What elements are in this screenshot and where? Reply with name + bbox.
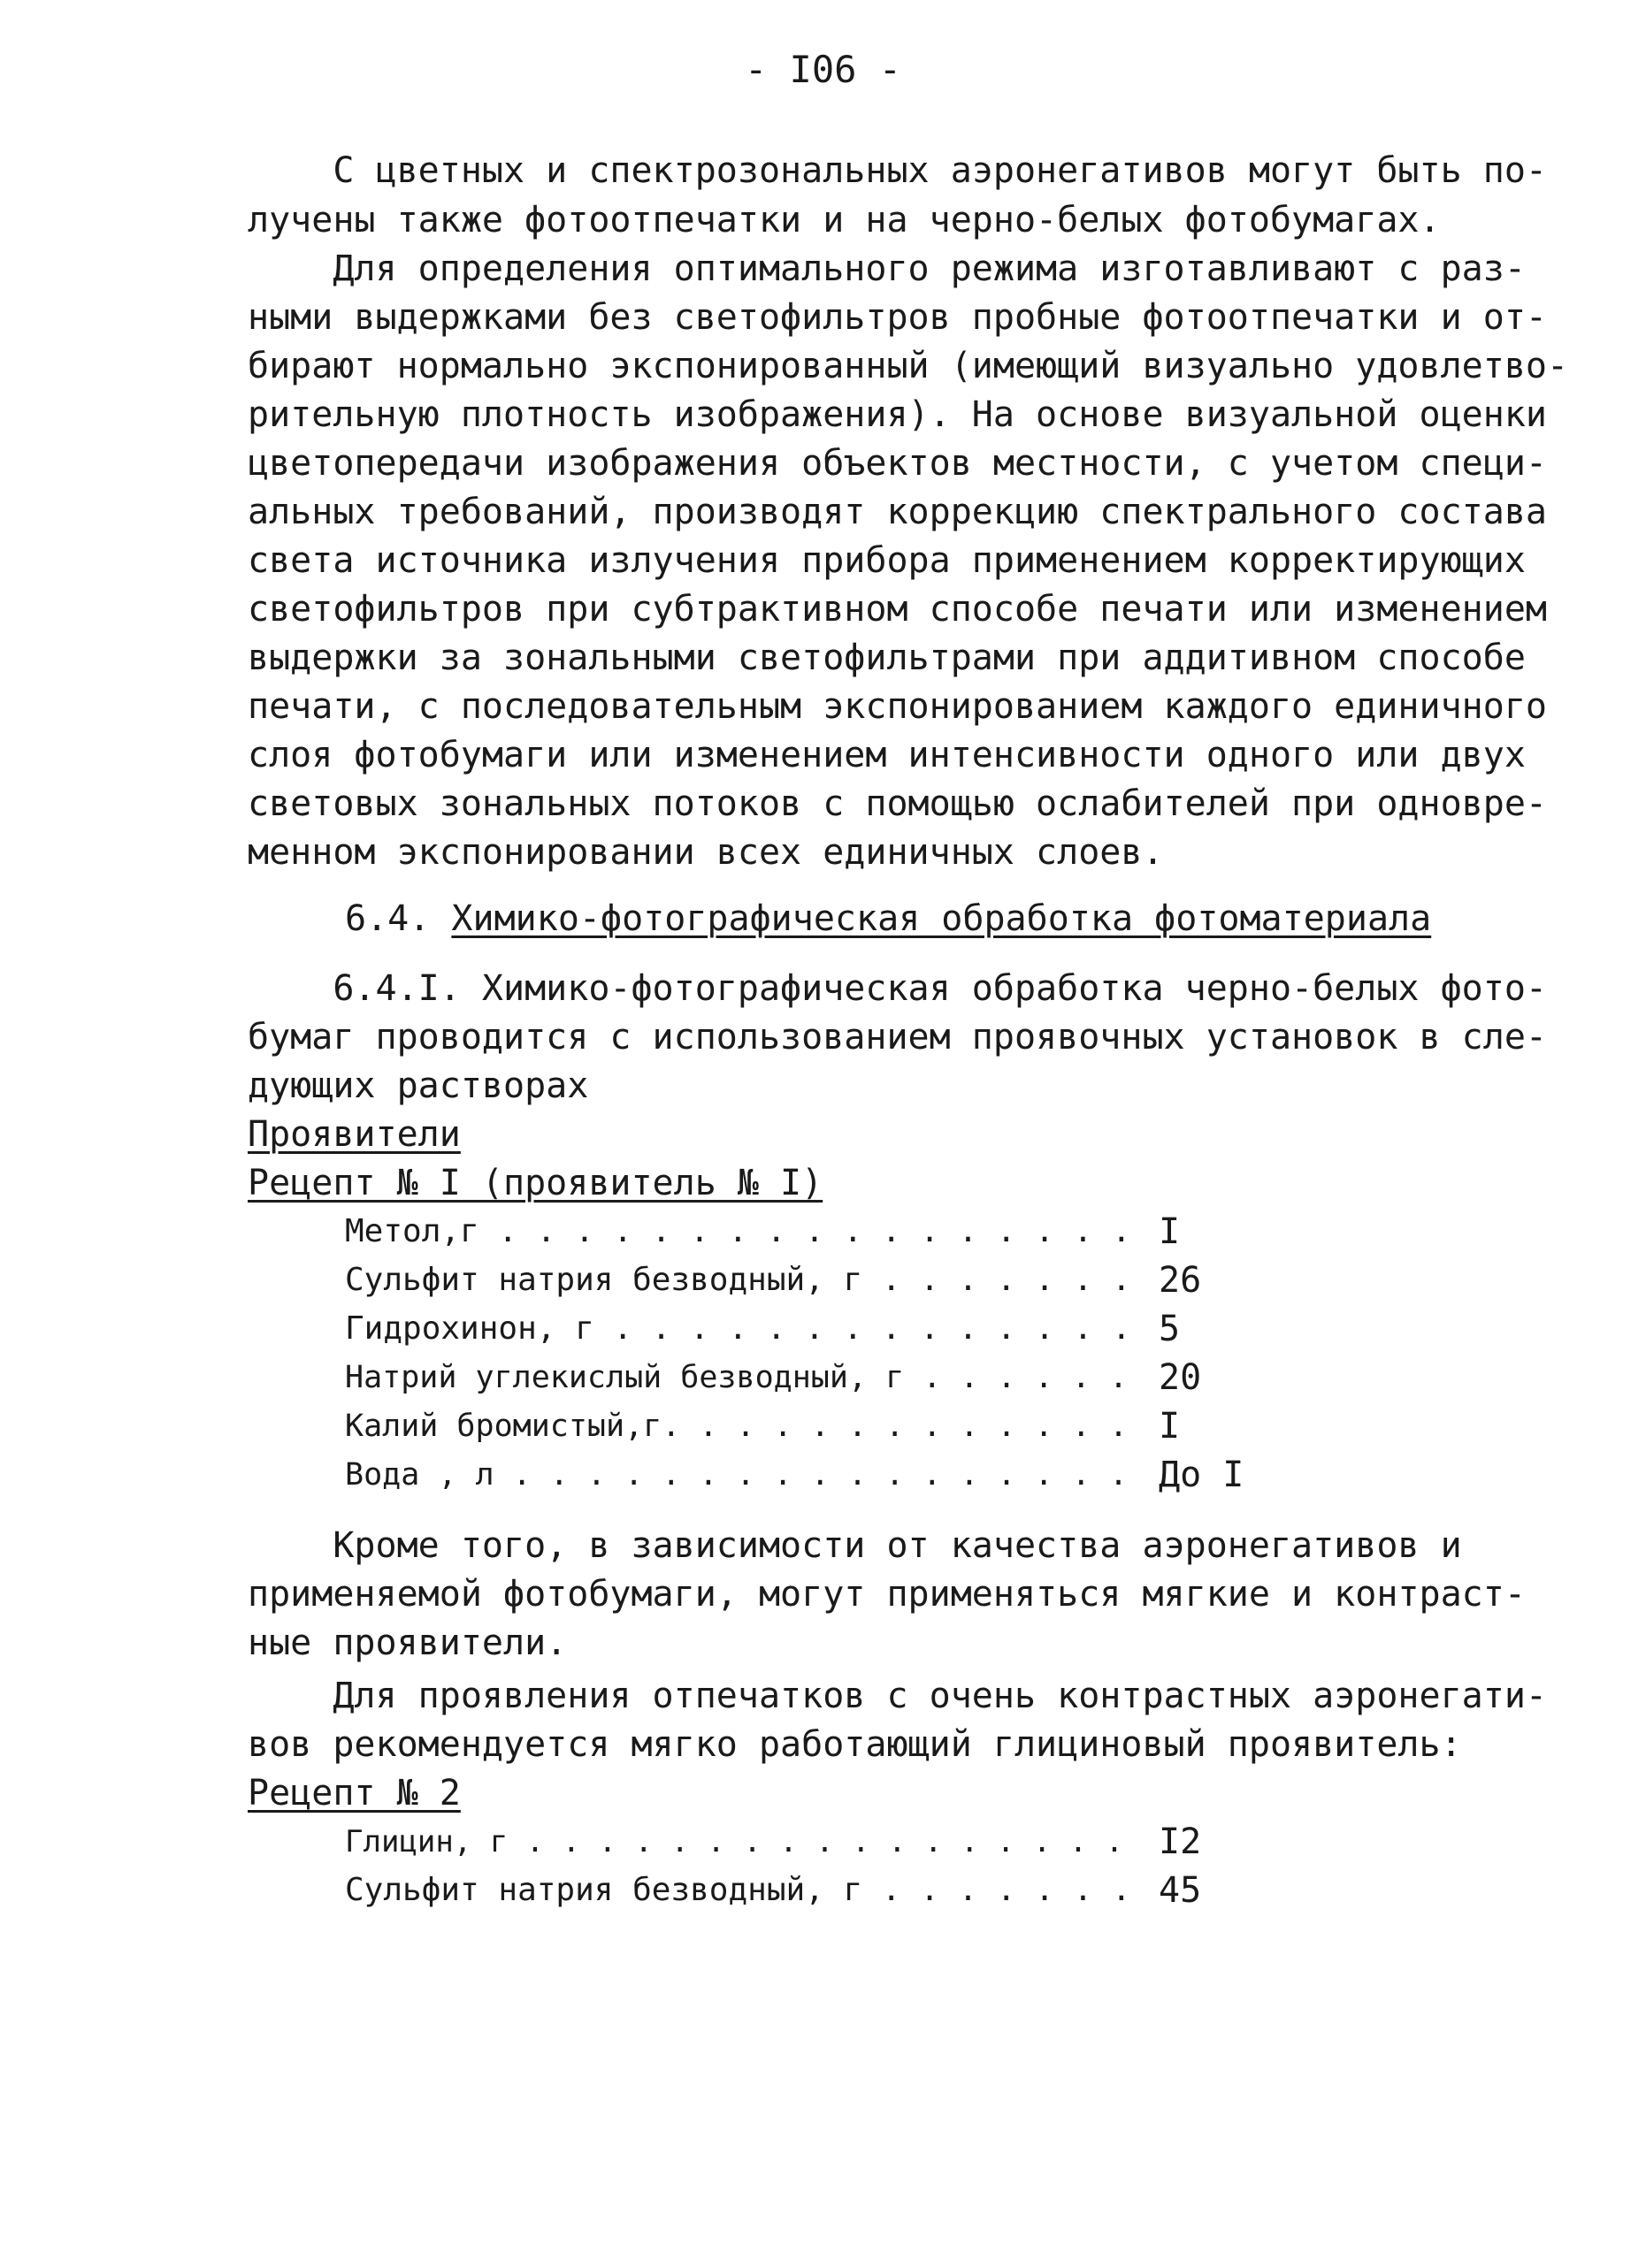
recipe-2-title: Рецепт № 2 [248, 1773, 461, 1814]
developers-heading: Проявители [248, 1114, 461, 1155]
ingredient-amount: I [1159, 1211, 1181, 1252]
paragraph-2-line-3: бирают нормально экспонированный (имеющий визуально удовлетво- [248, 346, 1569, 386]
paragraph-3-line-2: бумаг проводится с использованием проявочных установок в сле- [248, 1017, 1548, 1058]
paragraph-2-line-9: выдержки за зональными светофильтрами при аддитивном способе [248, 638, 1526, 678]
paragraph-3-line-3: дующих растворах [248, 1065, 589, 1106]
ingredient-name: Калий бромистый,г. . . . . . . . . . . . . [345, 1409, 1129, 1444]
ingredient-name: Метол,г . . . . . . . . . . . . . . . . . [345, 1213, 1131, 1249]
ingredient-amount: 26 [1159, 1260, 1202, 1301]
paragraph-5-line-2: вов рекомендуется мягко работающий глициновый проявитель: [248, 1724, 1462, 1765]
page-number: - I06 - [744, 48, 901, 91]
ingredient-amount: 5 [1159, 1309, 1181, 1349]
ingredient-name: Натрий углекислый безводный, г . . . . . . [345, 1360, 1129, 1395]
ingredient-name: Гидрохинон, г . . . . . . . . . . . . . . [345, 1310, 1131, 1347]
recipe-1-title: Рецепт № I (проявитель № I) [248, 1163, 823, 1203]
paragraph-5-line-1: Для проявления отпечатков с очень контрастных аэронегати- [248, 1676, 1548, 1716]
paragraph-4-line-2: применяемой фотобумаги, могут применяться мягкие и контраст- [248, 1574, 1526, 1615]
paragraph-2-line-1: Для определения оптимального режима изготавливают с раз- [248, 248, 1526, 289]
paragraph-1-line-1: С цветных и спектрозональных аэронегативов могут быть по- [248, 150, 1548, 191]
paragraph-2-line-4: рительную плотность изображения). На основе визуальной оценки [248, 394, 1548, 435]
section-title: Химико-фотографическая обработка фотоматериала [451, 898, 1432, 939]
paragraph-3-line-1: 6.4.I. Химико-фотографическая обработка черно-белых фото- [248, 968, 1548, 1009]
ingredient-amount: 45 [1159, 1870, 1202, 1911]
recipe-2-row [345, 1868, 1265, 2045]
ingredient-amount: I [1159, 1406, 1181, 1447]
paragraph-2-line-8: светофильтров при субтрактивном способе печати или изменением [248, 589, 1548, 630]
paragraph-2-line-11: слоя фотобумаги или изменением интенсивности одного или двух [248, 735, 1526, 775]
ingredient-amount: 20 [1159, 1357, 1202, 1398]
ingredient-name: Сульфит натрия безводный, г . . . . . . . [345, 1262, 1131, 1298]
paragraph-2-line-2: ными выдержками без светофильтров пробные фотоотпечатки и от- [248, 297, 1548, 338]
section-number: 6.4. [345, 898, 431, 939]
section-heading [345, 897, 1431, 941]
paragraph-2-line-7: света источника излучения прибора применением корректирующих [248, 540, 1526, 581]
paragraph-2-line-6: альных требований, производят коррекцию спектрального состава [248, 492, 1548, 532]
paragraph-4-line-3: ные проявители. [248, 1623, 568, 1663]
paragraph-2-line-13: менном экспонировании всех единичных слоев. [248, 832, 1164, 873]
paragraph-2-line-5: цветопередачи изображения объектов местности, с учетом специ- [248, 443, 1548, 484]
ingredient-amount: I2 [1159, 1821, 1202, 1862]
ingredient-amount: До I [1159, 1455, 1244, 1495]
paragraph-2-line-12: световых зональных потоков с помощью ослабителей при одновре- [248, 783, 1548, 824]
paragraph-1-line-2: лучены также фотоотпечатки и на черно-белых фотобумагах. [248, 200, 1441, 241]
ingredient-name: Глицин, г . . . . . . . . . . . . . . . . . [345, 1824, 1124, 1859]
ingredient-name: Вода , л . . . . . . . . . . . . . . . . . [345, 1457, 1129, 1493]
paragraph-4-line-1: Кроме того, в зависимости от качества аэронегативов и [248, 1525, 1462, 1566]
paragraph-2-line-10: печати, с последовательным экспонированием каждого единичного [248, 686, 1548, 727]
ingredient-name: Сульфит натрия безводный, г . . . . . . . [345, 1872, 1131, 1908]
